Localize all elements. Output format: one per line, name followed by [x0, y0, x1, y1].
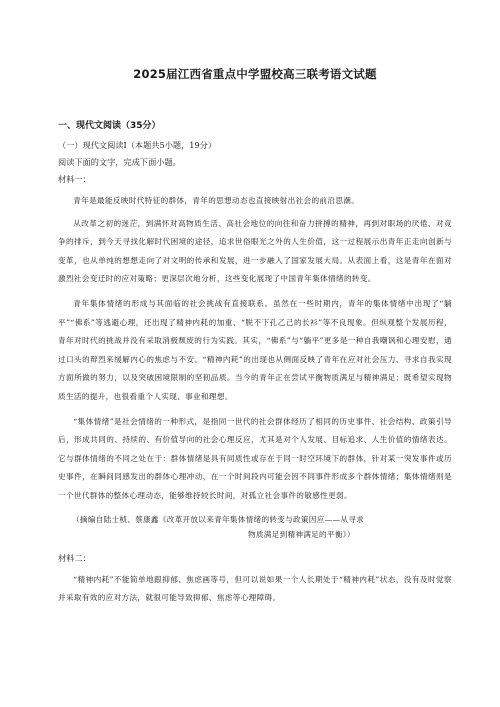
paragraph-3: 青年集体情绪的形成与其面临的社会挑战有直接联系。虽然在一些时期内，青年的集体情绪中出现了“躺平”“佛系”等逃避心理，还出现了精神内耗的加重、“脱不下孔乙己的长衫”等不良现象。但纵观整个发展历程，青年对时代的挑战并没有采取消极颓废的行为实践。其实，“佛系”与“躺平”更多是一种自我嘲讽和心理安慰，通过口头的辩烈来缓解内心的焦虑与不安。“精神内耗”的出现也从侧面反映了青年在应对社会压力、寻求自我实现方面所做的努力，以及突破困境限制的坚韧品质。当今的青年正在尝试平衡物质满足与精神满足；既希望实现物质生活的提升，也很看重个人实现、事业和理想。 [58, 298, 452, 401]
paragraph-4: “集体情绪”是社会情绪的一种形式，是指同一世代的社会群体经历了相同的历史事件、社会结构、政策引导后，形成共同的、持续的、有价值导向的社会心理反应，尤其是对个人发展、目标追求、人生价值的情绪表达。它与群体情绪的不同之处在于：群体情绪是具有同质性或存在于同一时空环境下的群体，针对某一突发事件或历史事件，在瞬间同感发出的群体心理冲动，在一个时间段内可能会因不同事件形成多个群体情绪；集体情绪则是一个世代群体的整体心理动态，能够维持较长时间，对孤立社会事件的敏感性更弱。 [58, 416, 452, 500]
exam-title: 2025届江西省重点中学盟校高三联考语文试题 [133, 67, 377, 81]
instruction-text: 阅读下面的文字，完成下面小题。 [58, 157, 181, 167]
material-one-label: 材料一： [58, 174, 91, 184]
source-line-2: 物质满足到精神满足的平衡》） [248, 529, 355, 539]
material-two-label: 材料二： [58, 552, 91, 563]
source-line-1: （摘编自陆士桢、蔡康鑫《改革开放以来青年集体情绪的转变与政策因应——从寻求 [72, 514, 365, 524]
sub-heading: （一）现代文阅读Ⅰ（本题共5小题，19分） [58, 140, 217, 150]
paragraph-1: 青年是最能反映时代特征的群体，青年的思想动态也直接映射出社会的前沿思潮。 [73, 196, 360, 205]
section-heading: 一、现代文阅读（35分） [58, 121, 161, 131]
material-two-paragraph: “精神内耗”不能简单地跟抑郁、焦虑画等号，但可以说如果一个人长期处于“精神内耗”状态，没有及时觉察并采取有效的应对方法，就很可能导致抑郁、焦虑等心理障碍。 [58, 574, 452, 603]
paragraph-2: 从改革之初的迷茫，到满怀对高物质生活、高社会地位的向往和奋力拼搏的精神，再到对职场的厌倦、对竞争的排斥，到今天寻找化解时代困境的途径，追求世俗眼光之外的人生价值，这一过程展示出青年正走向创新与变革，也从单纯的想想走向了对文明的传承和发展，进一步融入了国家发展大局。从表面上看，这是青年在面对激烈社会变迁时的应对策略；更深层次地分析，这些变化展现了中国青年集体情绪的转变。 [58, 218, 452, 284]
source-citation [58, 512, 452, 542]
